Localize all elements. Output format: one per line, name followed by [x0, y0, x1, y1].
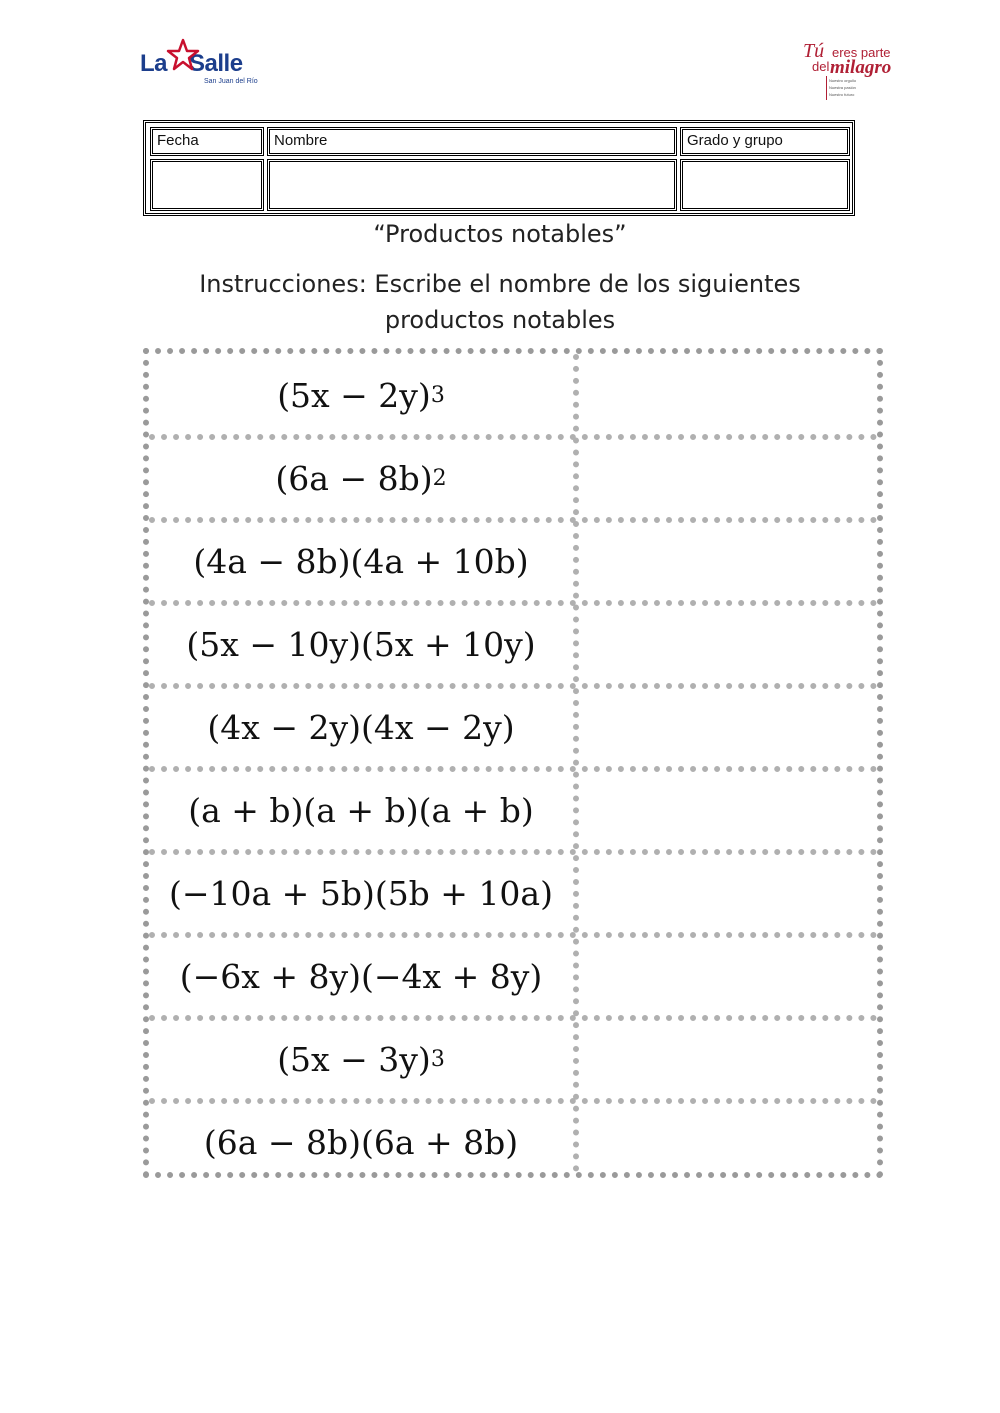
expression-exponent: 3 — [430, 1047, 445, 1072]
expression-text: (6a − 8b) — [275, 459, 433, 498]
logo-del: del — [812, 59, 830, 74]
expression-cell — [149, 935, 573, 1018]
logo-subtitle: San Juan del Río — [204, 78, 258, 85]
exercise-row — [149, 1101, 877, 1184]
answer-field[interactable] — [579, 354, 877, 437]
fecha-label: Fecha — [150, 127, 264, 156]
answer-field[interactable] — [579, 769, 877, 852]
expression-text: (4x − 2y)(4x − 2y) — [207, 708, 515, 747]
logo-brand-la: La — [140, 50, 168, 77]
answer-field[interactable] — [579, 603, 877, 686]
logo-tu: Tú — [803, 40, 825, 62]
expression-text: (5x − 2y) — [277, 376, 431, 415]
exercise-row — [149, 520, 877, 603]
star-icon — [166, 38, 200, 72]
la-salle-logo — [140, 38, 270, 90]
answer-field[interactable] — [579, 1101, 877, 1184]
answer-field[interactable] — [579, 852, 877, 935]
expression-text: (5x − 3y) — [277, 1040, 431, 1079]
expression-cell — [149, 1018, 573, 1101]
exercise-grid — [143, 348, 883, 1178]
expression-cell — [149, 354, 573, 437]
exercise-row — [149, 1018, 877, 1101]
logo-divider — [826, 76, 827, 100]
expression-cell — [149, 686, 573, 769]
exercise-row — [149, 437, 877, 520]
exercise-row — [149, 769, 877, 852]
exercise-row — [149, 603, 877, 686]
expression-cell — [149, 1101, 573, 1184]
exercise-row — [149, 686, 877, 769]
expression-cell — [149, 520, 573, 603]
answer-field[interactable] — [579, 686, 877, 769]
expression-exponent: 2 — [432, 466, 447, 491]
exercise-row — [149, 935, 877, 1018]
expression-text: (4a − 8b)(4a + 10b) — [193, 542, 529, 581]
nombre-label: Nombre — [267, 127, 677, 156]
logo-tagline-3: Nuestro futuro — [829, 92, 855, 97]
worksheet-title: “Productos notables” — [373, 220, 627, 248]
expression-text: (6a − 8b)(6a + 8b) — [203, 1123, 519, 1162]
fecha-field[interactable] — [150, 159, 264, 211]
expression-exponent: 3 — [430, 383, 445, 408]
logo-tagline-2: Nuestra pasión — [829, 85, 856, 90]
logo-brand-salle: Salle — [189, 50, 243, 77]
expression-text: (5x − 10y)(5x + 10y) — [186, 625, 536, 664]
expression-cell — [149, 769, 573, 852]
exercise-row — [149, 354, 877, 437]
expression-text: (−6x + 8y)(−4x + 8y) — [179, 957, 543, 996]
tu-eres-parte-logo — [800, 40, 910, 102]
answer-field[interactable] — [579, 520, 877, 603]
expression-cell — [149, 437, 573, 520]
answer-field[interactable] — [579, 1018, 877, 1101]
grado-field[interactable] — [680, 159, 850, 211]
answer-field[interactable] — [579, 437, 877, 520]
student-info-table — [143, 120, 855, 216]
answer-field[interactable] — [579, 935, 877, 1018]
expression-text: (a + b)(a + b)(a + b) — [188, 791, 534, 830]
exercise-row — [149, 852, 877, 935]
grado-label: Grado y grupo — [680, 127, 850, 156]
logo-tagline-1: Nuestro orgullo — [829, 78, 857, 83]
nombre-field[interactable] — [267, 159, 677, 211]
logo-eres-parte: eres parte — [832, 45, 891, 60]
instructions-text: Instrucciones: Escribe el nombre de los siguientes productos notables — [199, 270, 801, 334]
expression-cell — [149, 603, 573, 686]
expression-cell — [149, 852, 573, 935]
expression-text: (−10a + 5b)(5b + 10a) — [169, 874, 553, 913]
logo-milagro: milagro — [830, 57, 892, 78]
